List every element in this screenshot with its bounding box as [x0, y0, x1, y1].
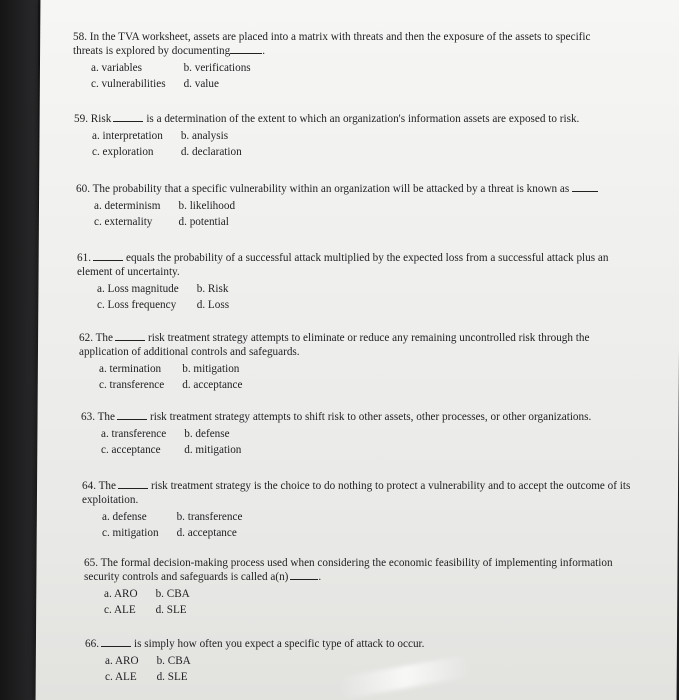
- option-b[interactable]: b. CBA: [156, 655, 191, 667]
- question-stem: 58. In the TVA worksheet, assets are placed into a matrix with threats and then the exposure of the assets to specific threats is explored by documenting .: [73, 31, 591, 57]
- option-c[interactable]: c. ALE: [104, 604, 136, 616]
- option-d[interactable]: d. value: [183, 78, 219, 90]
- option-d[interactable]: d. acceptance: [176, 527, 237, 539]
- question-stem: 60. The probability that a specific vulnerability within an organization will be attacked by a threat is known as: [76, 182, 636, 196]
- option-b[interactable]: b. mitigation: [182, 363, 240, 375]
- question-stem: 63. The risk treatment strategy attempts to shift risk to other assets, other processes, or other organizations.: [81, 411, 592, 423]
- question-63: [81, 410, 626, 457]
- option-c[interactable]: c. transference: [99, 379, 165, 391]
- option-b[interactable]: b. defense: [184, 428, 230, 440]
- option-c[interactable]: c. ALE: [105, 671, 137, 683]
- answer-blank[interactable]: [113, 112, 143, 122]
- question-stem: 64. The risk treatment strategy is the choice to do nothing to protect a vulnerability and to accept the outcome of its exploitation.: [82, 480, 631, 506]
- question-stem: 59. Risk is a determination of the extent to which an organization's information assets are exposed to risk.: [74, 113, 580, 125]
- answer-blank[interactable]: [230, 44, 262, 54]
- option-d[interactable]: d. acceptance: [182, 379, 243, 391]
- answer-blank[interactable]: [572, 182, 598, 192]
- question-stem: 65. The formal decision-making process used when considering the economic feasibility of implementing information security controls and safeguards is called a(n) .: [84, 557, 613, 583]
- option-d[interactable]: d. SLE: [156, 671, 188, 683]
- option-a[interactable]: a. ARO: [105, 655, 139, 667]
- option-a[interactable]: a. variables: [91, 62, 142, 74]
- question-62: [79, 331, 614, 392]
- question-stem: 66. is simply how often you expect a specific type of attack to occur.: [85, 638, 425, 650]
- option-c[interactable]: c. exploration: [92, 146, 154, 158]
- option-c[interactable]: c. vulnerabilities: [91, 78, 166, 90]
- answer-blank[interactable]: [115, 331, 145, 341]
- answer-blank[interactable]: [117, 410, 147, 420]
- option-b[interactable]: b. CBA: [155, 588, 190, 600]
- answer-blank[interactable]: [101, 637, 131, 647]
- question-60: [76, 182, 636, 229]
- desk-shadow: [0, 0, 38, 700]
- option-a[interactable]: a. defense: [102, 511, 147, 523]
- question-stem: 61. equals the probability of a successful attack multiplied by the expected loss from a successful attack plus an element of uncertainty.: [77, 252, 609, 278]
- option-b[interactable]: b. likelihood: [178, 200, 236, 212]
- answer-blank[interactable]: [93, 251, 123, 261]
- option-b[interactable]: b. transference: [176, 511, 243, 523]
- option-c[interactable]: c. mitigation: [102, 527, 159, 539]
- answer-blank[interactable]: [290, 570, 318, 580]
- option-d[interactable]: d. potential: [178, 216, 229, 228]
- option-d[interactable]: d. Loss: [196, 299, 230, 311]
- question-61: [77, 251, 622, 312]
- option-a[interactable]: a. Loss magnitude: [97, 283, 179, 295]
- option-a[interactable]: a. ARO: [104, 588, 138, 600]
- option-d[interactable]: d. SLE: [155, 604, 187, 616]
- option-d[interactable]: d. declaration: [180, 146, 242, 158]
- option-b[interactable]: b. verifications: [183, 62, 251, 74]
- question-64: [82, 479, 637, 540]
- option-c[interactable]: c. acceptance: [101, 444, 161, 456]
- option-a[interactable]: a. determinism: [94, 200, 161, 212]
- option-a[interactable]: a. interpretation: [92, 130, 163, 142]
- answer-blank[interactable]: [118, 479, 148, 489]
- option-b[interactable]: b. Risk: [196, 283, 229, 295]
- question-65: [84, 556, 624, 617]
- option-c[interactable]: c. externality: [94, 216, 153, 228]
- option-c[interactable]: c. Loss frequency: [97, 299, 177, 311]
- option-d[interactable]: d. mitigation: [184, 444, 242, 456]
- question-58: [73, 30, 618, 91]
- question-stem: 62. The risk treatment strategy attempts to eliminate or reduce any remaining uncontrolled risk through the application of additional controls and safeguards.: [79, 332, 590, 358]
- option-b[interactable]: b. analysis: [180, 130, 229, 142]
- option-a[interactable]: a. termination: [99, 363, 162, 375]
- question-59: [74, 112, 619, 159]
- option-a[interactable]: a. transference: [101, 428, 167, 440]
